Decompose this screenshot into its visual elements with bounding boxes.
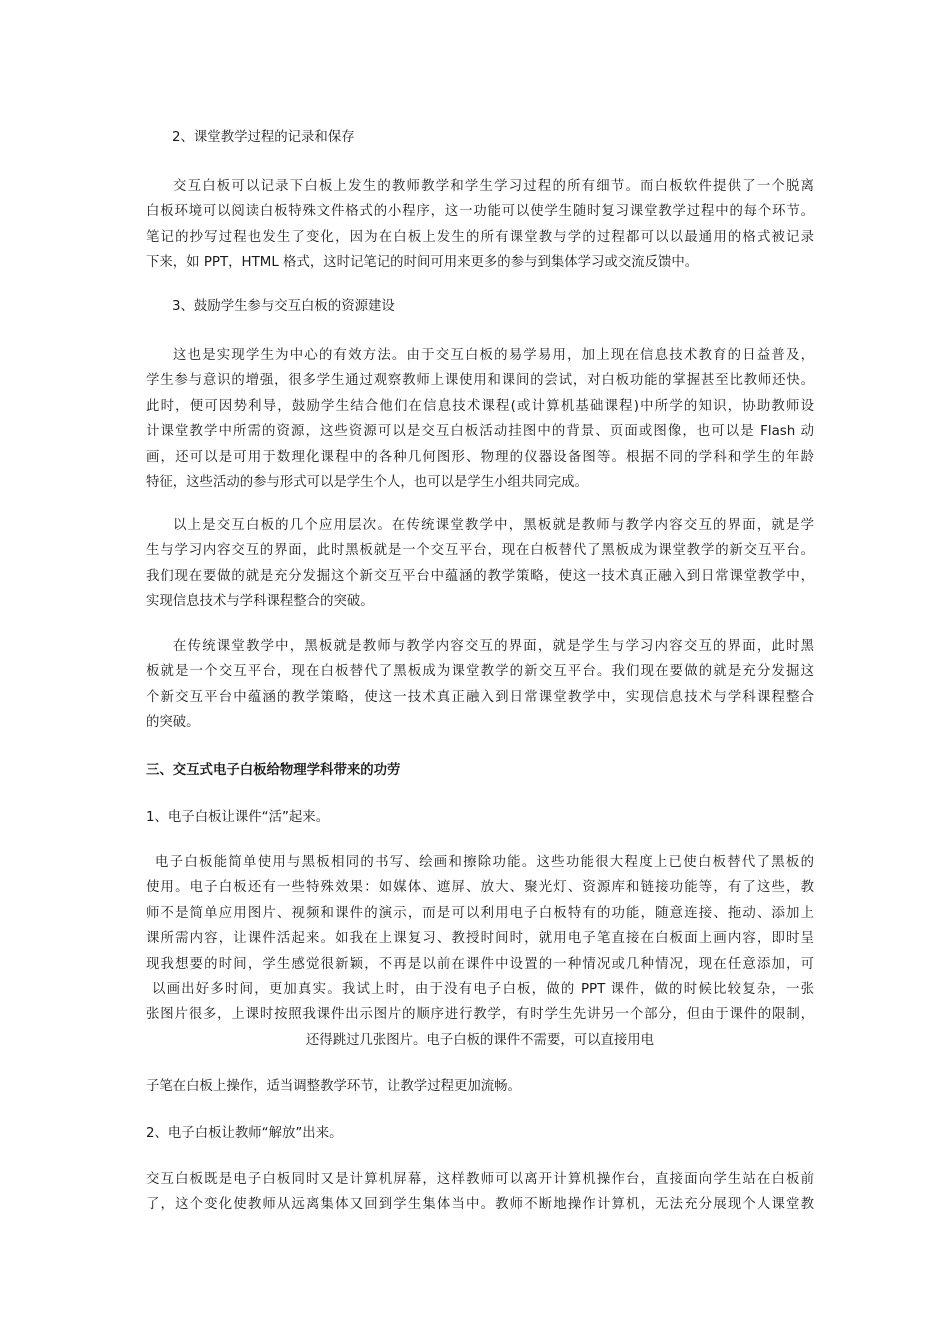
text-line: 笔记的抄写过程也发生了变化，因为在白板上发生的所有课堂教与学的过程都可以以最通用的格式被记录: [146, 229, 814, 245]
paragraph-student-participation: [146, 343, 814, 495]
heading-text: 3、鼓励学生参与交互白板的资源建设: [172, 299, 395, 314]
paragraph-teacher-liberation: [146, 1167, 814, 1218]
text-line: 板就是一个交互平台，现在白板替代了黑板成为课堂教学的新交互平台。我们现在要做的就是充分发掘这: [146, 664, 814, 680]
text-line: 生与学习内容交互的界面，此时黑板就是一个交互平台，现在白板替代了黑板成为课堂教学的新交互平台。: [146, 543, 814, 559]
text-line: 师不是简单应用图片、视频和课件的演示，而是可以利用电子白板特有的功能，随意连接、拖动、添加上: [146, 905, 814, 921]
text-line: 白板环境可以阅读白板特殊文件格式的小程序，这一功能可以使学生随时复习课堂教学过程中的每个环节。: [146, 204, 814, 220]
text-line: 我们现在要做的就是充分发掘这个新交互平台中蕴涵的教学策略，使这一技术真正融入到日常课堂教学中，: [146, 568, 814, 584]
section-heading-3: [146, 294, 814, 319]
text-line: 学生参与意识的增强，很多学生通过观察教师上课使用和课间的尝试，对白板功能的掌握甚至比教师还快。: [146, 373, 814, 389]
text-line: 此时，便可因势利导，鼓励学生结合他们在信息技术课程(或计算机基础课程)中所学的知识，协助教师设: [146, 398, 814, 414]
text-line: 子笔在白板上操作，适当调整教学环节，让教学过程更加流畅。: [146, 1079, 521, 1094]
paragraph-courseware-alive: [146, 850, 814, 1053]
text-line: 下来，如 PPT，HTML 格式，这时记笔记的时间可用来更多的参与到集体学习或交流反馈中。: [146, 255, 699, 271]
heading-text: 三、交互式电子白板给物理学科带来的功劳: [146, 763, 401, 778]
text-line: 计课堂教学中所需的资源，这些资源可以是交互白板活动挂图中的背景、页面或图像，也可以是 Flash 动: [146, 424, 814, 440]
text-line: 使用。电子白板还有一些特殊效果：如媒体、遮屏、放大、聚光灯、资源库和链接功能等，有了这些，教: [146, 880, 814, 896]
text-line: 了，这个变化使教师从远离集体又回到学生集体当中。教师不断地操作计算机，无法充分展现个人课堂教: [146, 1197, 814, 1213]
text-line: 以画出好多时间，更加真实。我试上时，由于没有电子白板，做的 PPT 课件，做的时候比较复杂，一张: [152, 982, 814, 998]
heading-text: 1、电子白板让课件“活”起来。: [146, 810, 330, 825]
text-line: 交互白板既是电子白板同时又是计算机屏幕，这样教师可以离开计算机操作台，直接面向学生站在白板前: [146, 1172, 814, 1187]
text-line: 实现信息技术与学科课程整合的突破。: [146, 594, 374, 610]
paragraph-courseware-tail: [146, 1074, 814, 1099]
heading-text: 2、课堂教学过程的记录和保存: [172, 130, 355, 145]
paragraph-record-save: [146, 174, 814, 276]
centered-text-line: 还得跳过几张图片。电子白板的课件不需要，可以直接用电: [305, 1032, 655, 1048]
text-line: 个新交互平台中蕴涵的教学策略，使这一技术真正融入到日常课堂教学中，实现信息技术与学科课程整合: [146, 689, 814, 705]
part-3-heading: [146, 758, 814, 783]
paragraph-application-levels: [146, 513, 814, 615]
text-line: 现我想要的时间，学生感觉很新颖，不再是以前在课件中设置的一种情况或几种情况，现在任意添加，可: [146, 956, 814, 972]
text-line: 在传统课堂教学中，黑板就是教师与教学内容交互的界面，就是学生与学习内容交互的界面，此时黑: [173, 639, 814, 654]
text-line: 特征，这些活动的参与形式可以是学生个人，也可以是学生小组共同完成。: [146, 475, 588, 491]
paragraph-traditional-classroom: [146, 634, 814, 736]
text-line: 课所需内容，让课件活起来。如我在上课复习、教授时间时，就用电子笔直接在白板面上画内容，即时呈: [146, 931, 814, 947]
subsection-heading-1: [146, 805, 814, 830]
text-line: 这也是实现学生为中心的有效方法。由于交互白板的易学易用，加上现在信息技术教育的日益普及，: [173, 348, 814, 363]
text-line: 画，还可以是可用于数理化课程中的各种几何图形、物理的仪器设备图等。根据不同的学科和学生的年龄: [146, 449, 814, 465]
subsection-heading-2: [146, 1121, 814, 1146]
text-line: 交互白板可以记录下白板上发生的教师教学和学生学习过程的所有细节。而白板软件提供了一个脱离: [173, 179, 814, 194]
text-line: 以上是交互白板的几个应用层次。在传统课堂教学中，黑板就是教师与教学内容交互的界面，就是学: [173, 518, 814, 533]
text-line: 电子白板能简单使用与黑板相同的书写、绘画和擦除功能。这些功能很大程度上已使白板替代了黑板的: [155, 855, 814, 870]
heading-text: 2、电子白板让教师“解放”出来。: [146, 1126, 343, 1141]
text-line: 的突破。: [146, 715, 200, 731]
text-line: 张图片很多，上课时按照我课件出示图片的顺序进行教学，有时学生先讲另一个部分，但由于课件的限制，: [146, 1007, 814, 1023]
section-heading-2: [146, 125, 814, 150]
